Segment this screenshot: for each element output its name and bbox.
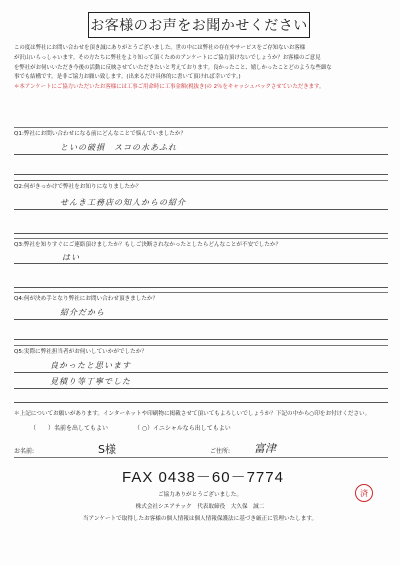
handwritten-answer: 見積り等丁寧でした	[50, 377, 131, 386]
answer-line	[14, 319, 388, 320]
answer-line	[14, 339, 388, 340]
consent-options	[30, 423, 231, 432]
seal-stamp: 済	[355, 484, 373, 502]
name-label: お名前:	[14, 448, 35, 455]
intro-line: を弊社がお伺いいただき今後の活動に反映させていただきたいと考えております。良かったこと、嬉しかったことどのような些細な	[14, 64, 332, 71]
privacy-notice: 当アンケートで取得したお客様の個人情報は個人情報保護法に基づき厳正に管理いたします。	[82, 516, 318, 522]
address-label: ご住所:	[210, 448, 231, 455]
question-5	[14, 348, 388, 386]
company-line: 株式会社シエアテック 代表取締役 大久保 誠二	[135, 504, 265, 510]
name-value: S様	[98, 443, 116, 456]
intro-line: が沢山いらっしゃいます。その方たちに弊社をより知って頂くためのアンケートにご協力頂けないでしょうか？お客様のご意見	[14, 54, 321, 61]
answer-line	[14, 372, 388, 373]
cashback-notice: ＊本アンケートにご協力いただいたお客様には工事ご用命時に工事金額(税抜き)の 2％をキャッシュバックさせていただきます。	[14, 84, 325, 91]
question-label: Q1:弊社にお問い合わせになる前にどんなことで悩んでいましたか？	[14, 131, 187, 137]
answer-line	[14, 402, 388, 403]
divider	[14, 345, 388, 346]
question-1	[14, 130, 388, 152]
divider	[14, 180, 388, 181]
answer-line	[14, 263, 388, 264]
consent-option-name[interactable]: （ ）名前を出してもよい	[30, 425, 109, 432]
consent-request: ＊上記についてお願いがあります。インターネットや印刷物に掲載させて頂いてもよろしいでしょうか？下記の中から○印をお付けください。	[14, 411, 371, 417]
answer-line	[14, 233, 388, 234]
thanks-text: ご協力ありがとうございました。	[158, 492, 242, 498]
question-label: Q5:実際に弊社担当者がお伺いしていかがでしたか？	[14, 349, 147, 355]
address-value: 富津	[254, 442, 276, 455]
name-address-row	[14, 440, 388, 458]
handwritten-answer: といの破損 スコの水あふれ	[60, 143, 177, 152]
divider	[14, 238, 388, 239]
divider	[14, 292, 388, 293]
handwritten-answer: 良かったと思います	[50, 361, 131, 370]
answer-line	[14, 154, 388, 155]
answer-line	[14, 174, 388, 175]
consent-option-initial[interactable]: （ ○）イニシャルなら出してもよい	[134, 425, 231, 432]
divider	[14, 127, 388, 128]
question-label: Q2:何がきっかけで弊社をお知りになりましたか？	[14, 184, 142, 190]
intro-line: 事でも結構です。是非ご協力お願い致します。(出来るだけ具体的に書いて頂ければ幸いです。)	[14, 74, 241, 81]
question-4	[14, 295, 388, 317]
answer-line	[14, 287, 388, 288]
fax-number: FAX 0438－60－7774	[122, 469, 284, 486]
intro-text	[14, 44, 388, 93]
answer-line	[14, 209, 388, 210]
handwritten-answer: はい	[62, 253, 80, 262]
intro-line: この度は弊社にお問い合わせを頂き誠にありがとうございました。世の中には弊社の存在やサービスをご存知ないお客様	[14, 45, 306, 51]
answer-line	[14, 388, 388, 389]
question-3	[14, 241, 388, 262]
handwritten-answer: せんき工務店の知人からの紹介	[60, 198, 186, 207]
question-label: Q4:何が決め手となり弊社にお問い合わせ頂きましたか？	[14, 296, 159, 302]
question-label: Q3:弊社を知りすぐにご連絡頂けましたか？もしご決断されなかったとしたらどんなことが不安でしたか？	[14, 242, 282, 248]
page-title: お客様のお声をお聞かせください	[88, 12, 310, 38]
handwritten-answer: 紹介だから	[60, 308, 105, 317]
question-2	[14, 183, 388, 207]
